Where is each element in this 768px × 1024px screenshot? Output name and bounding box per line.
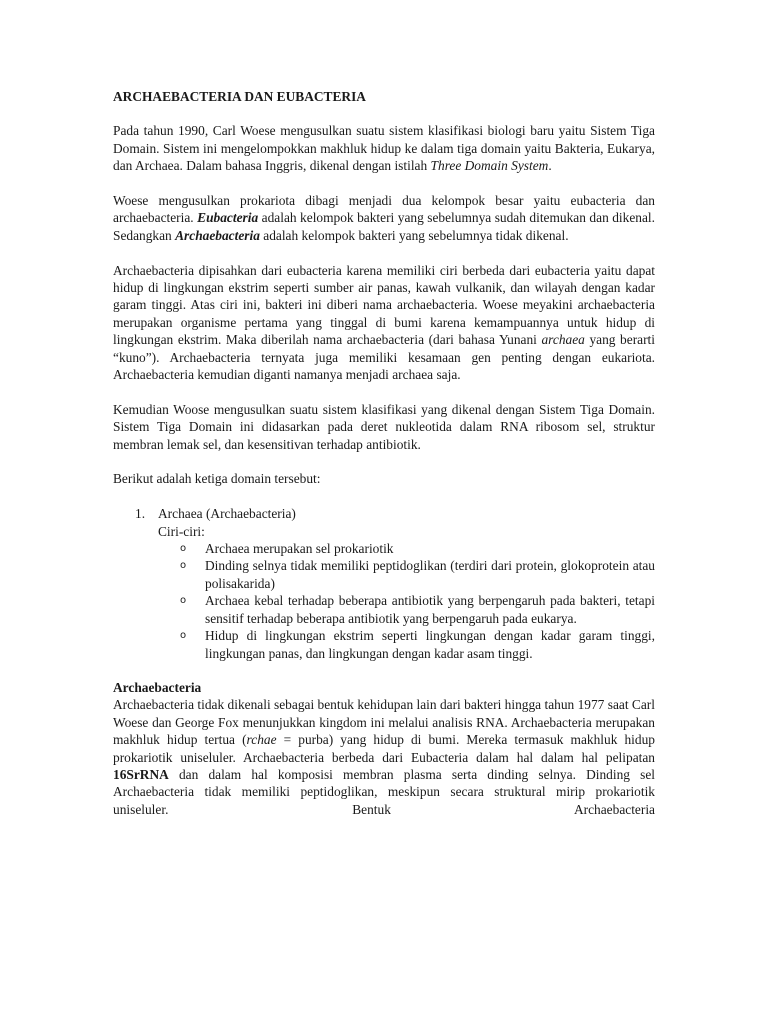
p2-term-archaebacteria: Archaebacteria (175, 227, 260, 243)
p6-text-b: = purba) yang hidup di bumi. Mereka termasuk makhluk hidup prokariotik uniseluler. Archaebacteria berbeda dari Eubacteria dalam hal dalam hal pelipatan (113, 732, 655, 765)
ciri-bullets (113, 540, 655, 662)
paragraph-intro (113, 122, 655, 174)
paragraph-three-domain: Kemudian Woose mengusulkan suatu sistem klasifikasi yang dikenal dengan Sistem Tiga Domain. Sistem Tiga Domain ini didasarkan pada deret nukleotida dalam RNA ribosom sel, struktur membran lemak sel, dan kesensitivan terhadap antibiotik. (113, 401, 655, 452)
bullet-text: Hidup di lingkungan ekstrim seperti lingkungan dengan kadar garam tinggi, lingkungan panas, dan lingkungan dengan kadar asam tinggi. (205, 628, 655, 661)
p3-italic-archaea: archaea (541, 332, 585, 348)
section-heading-archaebacteria: Archaebacteria (113, 679, 202, 695)
bullet-item (158, 592, 655, 627)
p3-text-b: yang berarti “kuno”). Archaebacteria ternyata juga memiliki kesamaan gen penting dengan eukariota. Archaebacteria kemudian diganti namanya menjadi archaea saja. (113, 332, 655, 383)
bullet-item (158, 557, 655, 592)
p2-text-c: adalah kelompok bakteri yang sebelumnya tidak dikenal. (259, 227, 569, 243)
bullet-item (158, 540, 655, 557)
document-title: ARCHAEBACTERIA DAN EUBACTERIA (113, 89, 366, 104)
bullet-item (158, 627, 655, 662)
paragraph-list-intro: Berikut adalah ketiga domain tersebut: (113, 471, 321, 487)
domain-list (113, 505, 655, 662)
p6-text-a: Archaebacteria tidak dikenali sebagai bentuk kehidupan lain dari bakteri hingga tahun 1977 saat Carl Woese dan George Fox menunjukkan kingdom ini melalui analisis RNA. Archaebacteria merupakan makhluk hidup tertua ( (113, 697, 655, 748)
p6-italic-rchae: rchae (246, 732, 277, 748)
list-item-archaea (113, 505, 655, 540)
bullet-marker-icon: o (180, 560, 187, 572)
p2-text-b: adalah kelompok bakteri yang sebelumnya sudah ditemukan dan dikenal. Sedangkan (113, 210, 656, 243)
paragraph-archaebacteria-traits (113, 262, 655, 384)
bullet-text: Archaea kebal terhadap beberapa antibiotik yang berpengaruh pada bakteri, tetapi sensitif terhadap beberapa antibiotik yang berpengaruh pada eukarya. (205, 593, 655, 626)
p6-text-c: dan dalam hal komposisi membran plasma serta dinding selnya. Dinding sel Archaebacteria tidak memiliki peptidoglikan, meskipun secara struktural mirip prokariotik uniseluler. Bentuk Archaebacteria (113, 766, 655, 817)
bullet-marker-icon: o (180, 543, 187, 555)
ciri-label: Ciri-ciri: (158, 523, 205, 539)
p1-text-a: Pada tahun 1990, Carl Woese mengusulkan suatu sistem klasifikasi biologi baru yaitu Sistem Tiga Domain. Sistem ini mengelompokkan makhluk hidup ke dalam tiga domain yaitu Bakteria, Eukarya, dan Archaea. Dalam bahasa Inggris, dikenal dengan istilah (113, 123, 655, 174)
bullet-text: Archaea merupakan sel prokariotik (205, 541, 394, 557)
bullet-marker-icon: o (180, 595, 187, 607)
p3-text-a: Archaebacteria dipisahkan dari eubacteria karena memiliki ciri berbeda dari eubacteria yaitu dapat hidup di lingkungan ekstrim seperti sumber air panas, kawah vulkanik, dan wilayah dengan kadar garam tinggi. Atas ciri ini, bakteri ini diberi nama archaebacteria. Woese meyakini archaebacteria merupakan organisme pertama yang tinggal di bumi karena kemampuannya untuk hidup di lingkungan ekstrim. Maka diberilah nama archaebacteria (dari bahasa Yunani (113, 262, 655, 348)
p2-text-a: Woese mengusulkan prokariota dibagi menjadi dua kelompok besar yaitu eubacteria dan archaebacteria. (113, 193, 655, 226)
paragraph-archaebacteria-history (113, 696, 655, 818)
paragraph-prokaryote-groups (113, 192, 655, 244)
p1-text-b: . (548, 158, 552, 174)
p2-term-eubacteria: Eubacteria (197, 210, 259, 226)
bullet-marker-icon: o (180, 630, 187, 642)
list-item-label: Archaea (Archaebacteria) (158, 506, 296, 522)
p6-bold-16srrna: 16SrRNA (113, 766, 169, 782)
list-number: 1. (135, 506, 146, 522)
bullet-text: Dinding selnya tidak memiliki peptidoglikan (terdiri dari protein, glokoprotein atau polisakarida) (205, 558, 655, 591)
document-page (113, 88, 655, 818)
p1-italic-term: Three Domain System (430, 158, 549, 174)
